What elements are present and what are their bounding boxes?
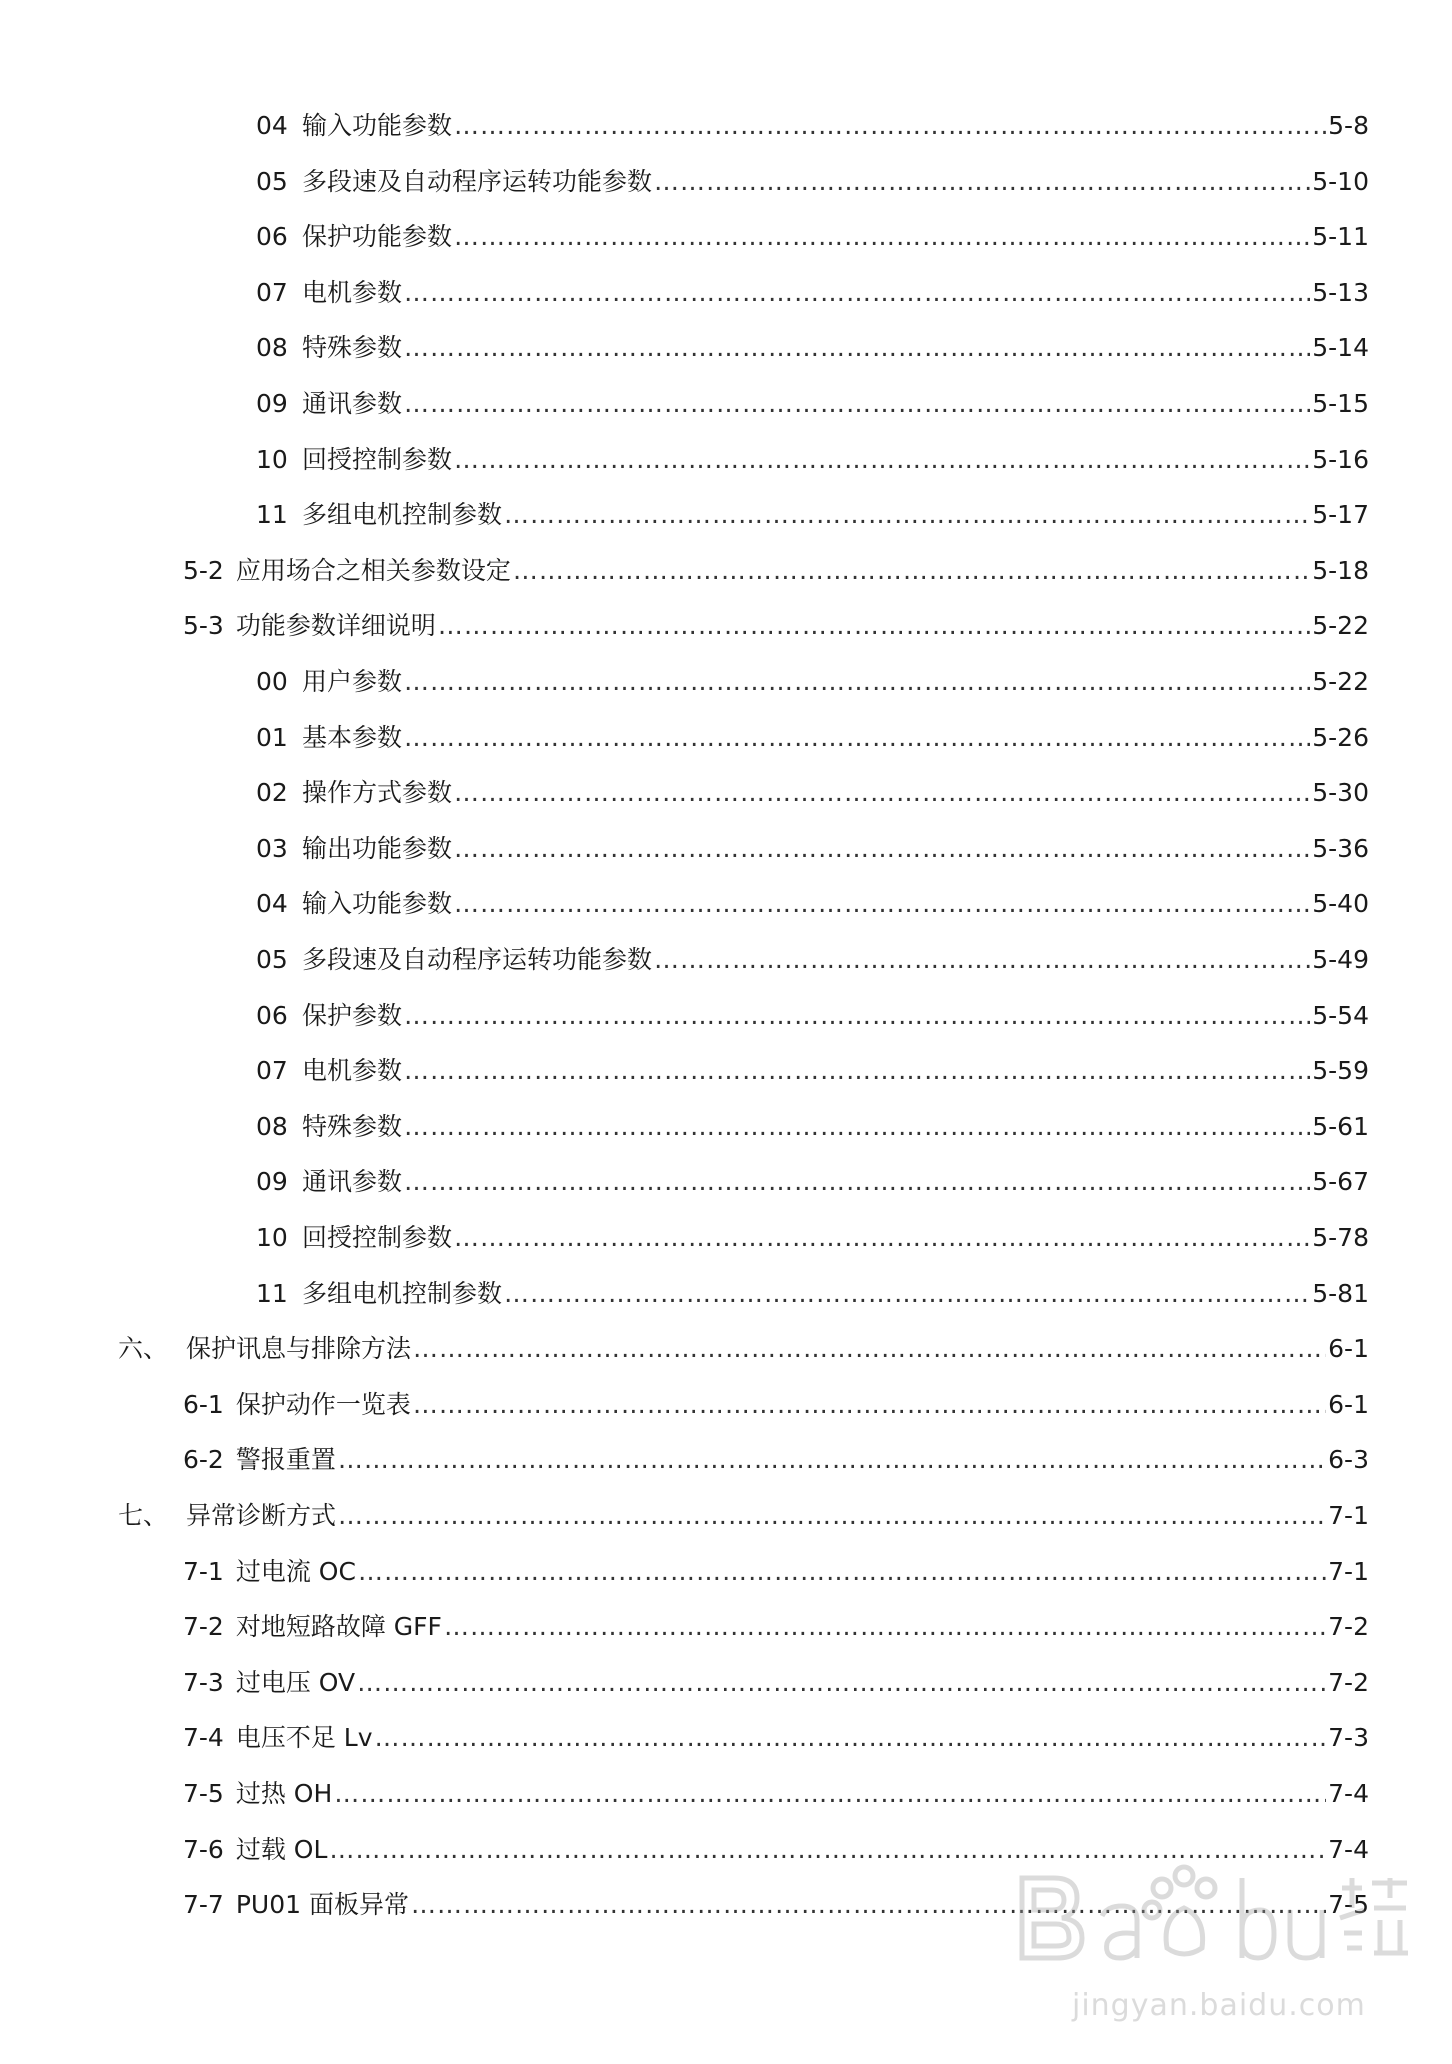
toc-entry-number: 10 (256, 1223, 288, 1252)
toc-entry-title: 通讯参数 (302, 1167, 403, 1197)
toc-entry-page: 5-67 (1312, 1167, 1369, 1197)
toc-dot-leader (413, 1331, 1326, 1367)
toc-entry-title: 功能参数详细说明 (235, 611, 436, 641)
toc-entry-number: 07 (256, 1056, 288, 1086)
toc-entry-title: 保护讯息与排除方法 (186, 1334, 412, 1364)
toc-entry[interactable] (256, 1220, 1369, 1256)
toc-dot-leader (404, 386, 1310, 422)
toc-entry-page: 7-2 (1328, 1667, 1369, 1697)
toc-entry-title: 电机参数 (302, 1056, 403, 1086)
toc-entry-number: 05 (256, 166, 288, 196)
toc-entry[interactable] (118, 1498, 1369, 1534)
toc-entry-number: 7-2 (183, 1612, 224, 1642)
toc-entry-page: 5-18 (1312, 555, 1369, 585)
toc-entry[interactable] (183, 1720, 1369, 1756)
toc-entry-number: 08 (256, 1111, 288, 1141)
toc-entry-number: 06 (256, 1000, 288, 1030)
toc-dot-leader (338, 1498, 1326, 1534)
toc-entry-page: 5-15 (1312, 389, 1369, 418)
toc-dot-leader (444, 1609, 1326, 1645)
toc-dot-leader (404, 330, 1310, 366)
toc-entry[interactable] (256, 1164, 1369, 1200)
toc-entry[interactable] (256, 275, 1369, 311)
toc-entry-number: 07 (256, 277, 288, 307)
toc-entry-page: 5-81 (1312, 1278, 1369, 1308)
toc-entry-title: 电压不足 Lv (235, 1723, 373, 1753)
toc-entry-page: 5-16 (1312, 444, 1369, 474)
toc-entry-page: 5-13 (1312, 277, 1369, 307)
toc-entry-title: 通讯参数 (302, 389, 403, 418)
toc-entry-number: 02 (256, 778, 288, 808)
toc-entry-title: 回授控制参数 (302, 1223, 453, 1252)
toc-dot-leader (404, 1053, 1310, 1089)
toc-entry-number: 5-3 (183, 611, 224, 641)
toc-entry[interactable] (256, 219, 1369, 255)
toc-entry-number: 11 (256, 1278, 288, 1308)
toc-entry[interactable] (183, 1442, 1369, 1478)
toc-dot-leader (338, 1442, 1326, 1478)
toc-entry-page: 5-54 (1312, 1000, 1369, 1030)
toc-entry-page: 5-59 (1312, 1056, 1369, 1086)
toc-dot-leader (504, 1276, 1310, 1312)
toc-dot-leader (358, 1554, 1326, 1590)
toc-entry-page: 5-49 (1312, 945, 1369, 974)
toc-entry-number: 08 (256, 333, 288, 363)
toc-entry-number: 01 (256, 722, 288, 752)
toc-entry-number: 6-1 (183, 1389, 224, 1419)
toc-entry-number: 04 (256, 111, 288, 140)
toc-entry[interactable] (256, 886, 1369, 922)
toc-entry-number: 11 (256, 500, 288, 530)
toc-entry-page: 6-1 (1328, 1389, 1369, 1419)
toc-entry-number: 04 (256, 889, 288, 919)
toc-entry-page: 5-8 (1328, 111, 1369, 140)
toc-entry-number: 5-2 (183, 555, 224, 585)
toc-entry-title: 输出功能参数 (302, 833, 453, 863)
toc-dot-leader (513, 553, 1310, 589)
toc-entry-title: 输入功能参数 (302, 889, 453, 919)
toc-dot-leader (454, 886, 1310, 922)
toc-entry-title: 过电流 OC (235, 1556, 356, 1586)
toc-dot-leader (413, 1387, 1326, 1423)
toc-entry-number: 7-6 (183, 1834, 224, 1864)
toc-entry[interactable] (183, 553, 1369, 589)
toc-dot-leader (454, 108, 1326, 144)
toc-entry-page: 5-26 (1312, 722, 1369, 752)
toc-dot-leader (411, 1887, 1326, 1923)
toc-entry-title: 回授控制参数 (302, 444, 453, 474)
toc-entry-number: 7-7 (183, 1890, 224, 1920)
toc-entry[interactable] (256, 1053, 1369, 1089)
toc-entry-title: 多组电机控制参数 (302, 500, 503, 530)
toc-entry-title: 操作方式参数 (302, 778, 453, 808)
toc-entry-title: 警报重置 (235, 1445, 336, 1475)
toc-entry-title: 电机参数 (302, 277, 403, 307)
toc-dot-leader (454, 219, 1310, 255)
toc-entry-number: 09 (256, 1167, 288, 1197)
toc-entry-page: 7-2 (1328, 1612, 1369, 1642)
toc-entry[interactable] (183, 608, 1369, 644)
toc-entry-page: 5-11 (1312, 222, 1369, 252)
toc-entry-title: 过载 OL (235, 1834, 328, 1864)
toc-entry-number: 6-2 (183, 1445, 224, 1475)
toc-entry[interactable] (256, 664, 1369, 700)
toc-entry-title: 保护参数 (302, 1000, 403, 1030)
toc-entry[interactable] (183, 1776, 1369, 1812)
toc-dot-leader (404, 998, 1310, 1034)
toc-entry-title: 多组电机控制参数 (302, 1278, 503, 1308)
toc-entry-number: 7-3 (183, 1667, 224, 1697)
toc-entry[interactable] (256, 497, 1369, 533)
toc-entry[interactable] (256, 164, 1369, 200)
toc-entry-page: 5-40 (1312, 889, 1369, 919)
toc-entry[interactable] (183, 1832, 1369, 1868)
toc-entry-page: 7-4 (1328, 1779, 1369, 1808)
toc-entry-page: 5-10 (1312, 166, 1369, 196)
toc-entry-page: 5-17 (1312, 500, 1369, 530)
toc-dot-leader (654, 164, 1310, 200)
toc-entry[interactable] (183, 1609, 1369, 1645)
toc-entry[interactable] (256, 386, 1369, 422)
toc-entry-number: 03 (256, 833, 288, 863)
toc-entry[interactable] (183, 1887, 1369, 1923)
toc-entry-title: 输入功能参数 (302, 111, 453, 140)
toc-entry[interactable] (183, 1554, 1369, 1590)
toc-entry-title: 保护功能参数 (302, 222, 453, 252)
toc-dot-leader (504, 497, 1310, 533)
toc-entry-title: 过电压 OV (235, 1667, 356, 1697)
toc-entry-page: 6-3 (1328, 1445, 1369, 1475)
toc-entry-page: 5-61 (1312, 1111, 1369, 1141)
toc-entry[interactable] (256, 942, 1369, 978)
toc-dot-leader (357, 1665, 1326, 1701)
toc-entry[interactable] (256, 831, 1369, 867)
toc-entry-number: 05 (256, 945, 288, 974)
toc-dot-leader (404, 664, 1310, 700)
toc-entry-page: 5-30 (1312, 778, 1369, 808)
toc-entry[interactable] (256, 1276, 1369, 1312)
toc-entry-title: PU01 面板异常 (235, 1890, 409, 1920)
toc-dot-leader (404, 275, 1310, 311)
toc-entry-page: 7-5 (1328, 1890, 1369, 1920)
toc-entry[interactable] (256, 775, 1369, 811)
toc-entry-number: 七、 (118, 1501, 169, 1530)
toc-dot-leader (334, 1776, 1326, 1812)
toc-entry-title: 应用场合之相关参数设定 (235, 555, 511, 585)
toc-entry-title: 多段速及自动程序运转功能参数 (302, 166, 653, 196)
toc-entry-page: 5-14 (1312, 333, 1369, 363)
toc-dot-leader (454, 1220, 1310, 1256)
toc-entry-page: 5-78 (1312, 1223, 1369, 1252)
toc-entry[interactable] (183, 1665, 1369, 1701)
toc-entry-number: 7-5 (183, 1779, 224, 1808)
toc-entry-title: 特殊参数 (302, 1111, 403, 1141)
toc-entry-number: 7-4 (183, 1723, 224, 1753)
toc-entry-number: 7-1 (183, 1556, 224, 1586)
toc-dot-leader (454, 831, 1310, 867)
toc-entry-title: 异常诊断方式 (186, 1501, 337, 1530)
toc-entry-title: 基本参数 (302, 722, 403, 752)
toc-entry-title: 过热 OH (235, 1779, 333, 1808)
toc-entry-page: 6-1 (1328, 1334, 1369, 1364)
toc-entry[interactable] (256, 998, 1369, 1034)
toc-entry-number: 09 (256, 389, 288, 418)
toc-entry-number: 六、 (118, 1334, 169, 1364)
toc-entry[interactable] (256, 108, 1369, 144)
toc-entry-title: 多段速及自动程序运转功能参数 (302, 945, 653, 974)
toc-entry-number: 10 (256, 444, 288, 474)
toc-entry[interactable] (256, 330, 1369, 366)
toc-dot-leader (454, 775, 1310, 811)
toc-dot-leader (404, 720, 1310, 756)
baidu-watermark-url: jingyan.baidu.com (1072, 1988, 1366, 2023)
toc-entry-page: 5-22 (1312, 611, 1369, 641)
toc-entry-number: 06 (256, 222, 288, 252)
toc-entry-page: 7-4 (1328, 1834, 1369, 1864)
toc-dot-leader (329, 1832, 1326, 1868)
toc-entry[interactable] (118, 1331, 1369, 1367)
toc-entry[interactable] (183, 1387, 1369, 1423)
toc-entry-page: 5-22 (1312, 667, 1369, 696)
toc-dot-leader (454, 442, 1310, 478)
toc-entry-title: 对地短路故障 GFF (235, 1612, 442, 1642)
toc-entry[interactable] (256, 442, 1369, 478)
toc-dot-leader (404, 1164, 1310, 1200)
toc-entry-title: 特殊参数 (302, 333, 403, 363)
toc-dot-leader (654, 942, 1310, 978)
toc-entry-page: 7-1 (1328, 1556, 1369, 1586)
toc-dot-leader (404, 1109, 1310, 1145)
toc-dot-leader (375, 1720, 1327, 1756)
toc-entry-page: 7-1 (1328, 1501, 1369, 1530)
toc-entry-page: 5-36 (1312, 833, 1369, 863)
toc-entry-title: 保护动作一览表 (235, 1389, 411, 1419)
toc-entry[interactable] (256, 720, 1369, 756)
toc-entry-number: 00 (256, 667, 288, 696)
toc-entry-page: 7-3 (1328, 1723, 1369, 1753)
toc-dot-leader (438, 608, 1310, 644)
toc-entry[interactable] (256, 1109, 1369, 1145)
toc-entry-title: 用户参数 (302, 667, 403, 696)
